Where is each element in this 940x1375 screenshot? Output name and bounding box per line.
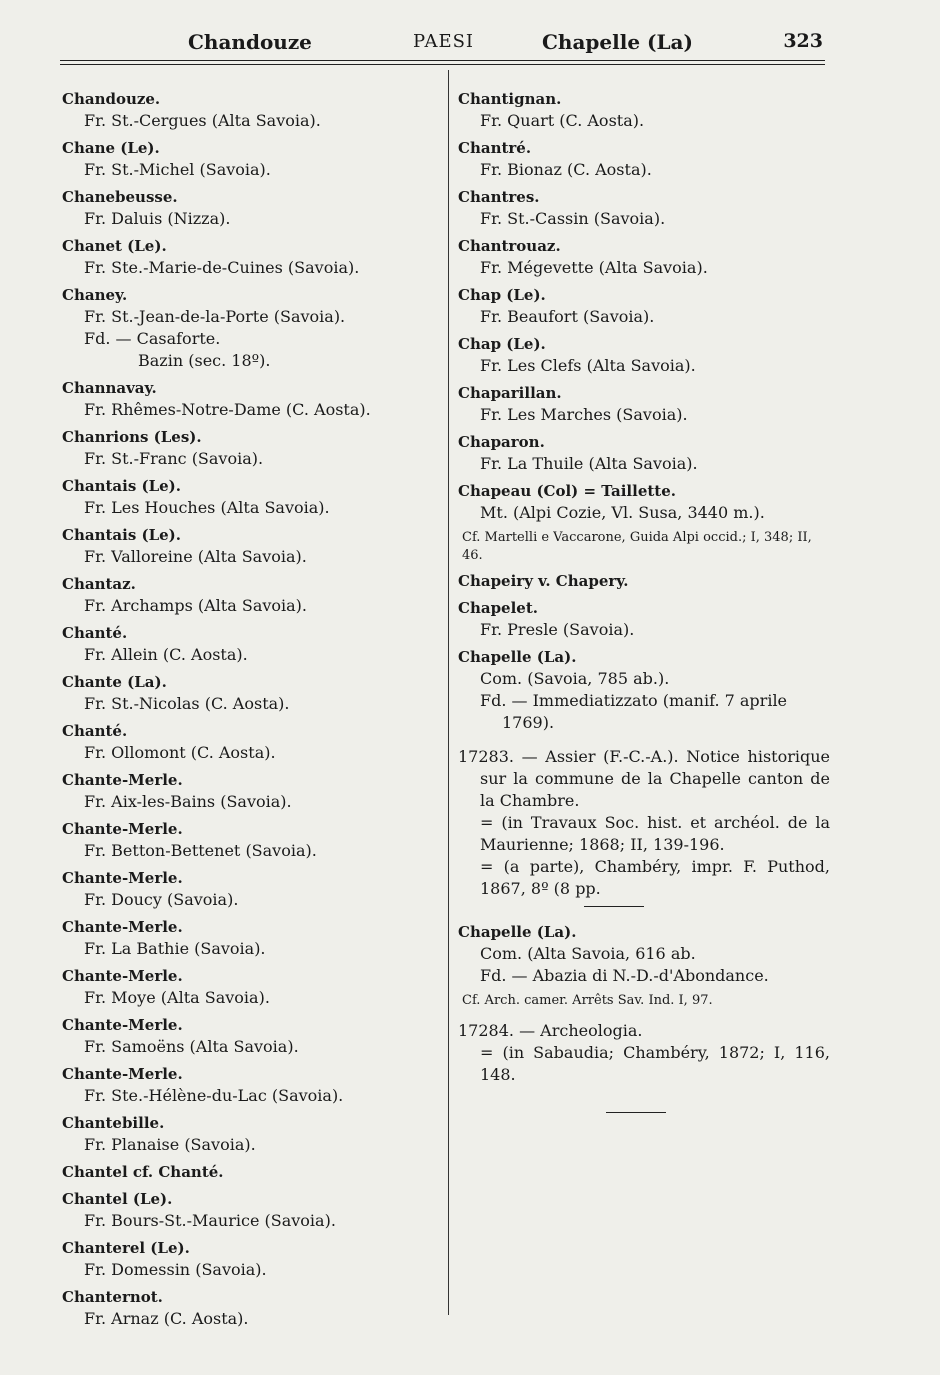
- end-separator: [606, 1112, 666, 1113]
- entry: [62, 235, 432, 279]
- note-arch: Cf. Arch. camer. Arrêts Sav. Ind. I, 97.: [462, 993, 713, 1008]
- bibliography-17283: [458, 746, 830, 900]
- entry: [62, 475, 432, 519]
- entry-line: Fr. Les Houches (Alta Savoia).: [84, 498, 330, 517]
- entry: [458, 597, 830, 641]
- entry-line: Fr. Quart (C. Aosta).: [480, 111, 645, 130]
- entry-line: Fr. Les Marches (Savoia).: [480, 405, 688, 424]
- page-header: [60, 28, 825, 58]
- section-separator: [584, 906, 644, 907]
- entry-line: Fd. — Immediatizzato (manif. 7 aprile 1769).: [480, 691, 788, 732]
- entry: [62, 1188, 432, 1232]
- entry-name: Chante-Merle.: [62, 1065, 183, 1083]
- entry-line: Fr. Valloreine (Alta Savoia).: [84, 547, 307, 566]
- entry-name: Chaparon.: [458, 433, 545, 451]
- entry-name: Chapeiry v. Chapery.: [458, 572, 629, 590]
- entry-line: Fr. Doucy (Savoia).: [84, 890, 239, 909]
- entry-line: Mt. (Alpi Cozie, Vl. Susa, 3440 m.).: [480, 503, 765, 522]
- header-rule-bottom: [60, 64, 825, 65]
- entry-name: Chante-Merle.: [62, 1016, 183, 1034]
- entry-name: Chanterel (Le).: [62, 1239, 190, 1257]
- entry: [62, 1063, 432, 1107]
- entry-name: Chantré.: [458, 139, 532, 157]
- entry-name: Chantais (Le).: [62, 477, 181, 495]
- entry-line: Fr. Beaufort (Savoia).: [480, 307, 655, 326]
- entry-name: Chante-Merle.: [62, 820, 183, 838]
- entry-line: Fr. Ste.-Hélène-du-Lac (Savoia).: [84, 1086, 344, 1105]
- entry: [458, 382, 830, 426]
- entry: [62, 524, 432, 568]
- entry: [62, 818, 432, 862]
- entry-line: Fr. Bours-St.-Maurice (Savoia).: [84, 1211, 336, 1230]
- entry-name: Channavay.: [62, 379, 157, 397]
- entry-line: Fr. Domessin (Savoia).: [84, 1260, 267, 1279]
- entry-line: Fr. Les Clefs (Alta Savoia).: [480, 356, 696, 375]
- entry-line: Fr. Betton-Bettenet (Savoia).: [84, 841, 317, 860]
- biblio-sub: = (a parte), Chambéry, impr. F. Puthod, 1867, 8º (8 pp.: [480, 857, 830, 898]
- entry-line: Fr. Presle (Savoia).: [480, 620, 635, 639]
- entry-name: Chante-Merle.: [62, 869, 183, 887]
- entry: [62, 1286, 432, 1330]
- entry-line: Fr. Mégevette (Alta Savoia).: [480, 258, 708, 277]
- entry-name: Chap (Le).: [458, 286, 546, 304]
- entry-name: Chapeau (Col) = Taillette.: [458, 482, 676, 500]
- entry-line: Fr. La Thuile (Alta Savoia).: [480, 454, 698, 473]
- entry-name: Chaney.: [62, 286, 128, 304]
- entry: [62, 284, 432, 372]
- entry-name: Chanebeusse.: [62, 188, 178, 206]
- entry: [458, 88, 830, 132]
- entry-line: Fr. Ste.-Marie-de-Cuines (Savoia).: [84, 258, 360, 277]
- entry-name: Chanté.: [62, 624, 128, 642]
- column-divider: [448, 70, 449, 1315]
- entry-name: Chapelle (La).: [458, 923, 577, 941]
- entry-name: Chantaz.: [62, 575, 136, 593]
- entry-name: Chantais (Le).: [62, 526, 181, 544]
- entry-line: Fr. St.-Cassin (Savoia).: [480, 209, 666, 228]
- entry-name: Chapelet.: [458, 599, 538, 617]
- entry: [62, 377, 432, 421]
- entry-name: Chane (Le).: [62, 139, 160, 157]
- entry-line: Fr. Aix-les-Bains (Savoia).: [84, 792, 292, 811]
- bibliography-17284: [458, 1020, 830, 1086]
- note-martelli: Cf. Martelli e Vaccarone, Guida Alpi occid.; I, 348; II, 46.: [462, 530, 812, 563]
- entry-name: Chaparillan.: [458, 384, 562, 402]
- entry-line: Fr. Samoëns (Alta Savoia).: [84, 1037, 299, 1056]
- right-running-head: Chapelle (La): [542, 30, 693, 54]
- entry-line: Fr. St.-Michel (Savoia).: [84, 160, 271, 179]
- center-running-head: PAESI: [413, 31, 475, 52]
- entry-name: Chanternot.: [62, 1288, 163, 1306]
- entry-line: Fr. Daluis (Nizza).: [84, 209, 231, 228]
- entry-line: Fr. Arnaz (C. Aosta).: [84, 1309, 249, 1328]
- entry-line: Fd. — Casaforte.: [84, 329, 221, 348]
- entry-name: Chante (La).: [62, 673, 167, 691]
- biblio-sub: = (in Travaux Soc. hist. et archéol. de la Maurienne; 1868; II, 139-196.: [480, 813, 830, 854]
- page-number: 323: [783, 30, 823, 52]
- header-rule-top: [60, 60, 825, 61]
- entry-line: Fr. St.-Franc (Savoia).: [84, 449, 264, 468]
- entry-line: Com. (Alta Savoia, 616 ab.: [480, 944, 696, 963]
- entry-name: Chanrions (Les).: [62, 428, 202, 446]
- entry: [458, 235, 830, 279]
- entry: [62, 916, 432, 960]
- entry-line: Fr. Moye (Alta Savoia).: [84, 988, 270, 1007]
- entry: [62, 1237, 432, 1281]
- entry-line: Fr. Bionaz (C. Aosta).: [480, 160, 652, 179]
- citation-note: [458, 529, 830, 565]
- entry: [62, 88, 432, 132]
- entry: [62, 769, 432, 813]
- entry-name: Chandouze.: [62, 90, 161, 108]
- entry-name: Chantrouaz.: [458, 237, 561, 255]
- entry-line: Fr. Rhêmes-Notre-Dame (C. Aosta).: [84, 400, 371, 419]
- entry-name: Chanté.: [62, 722, 128, 740]
- entry: [458, 186, 830, 230]
- left-running-head: Chandouze: [188, 30, 312, 54]
- entry: [458, 284, 830, 328]
- entry-line: Com. (Savoia, 785 ab.).: [480, 669, 670, 688]
- entry-line: Fr. St.-Cergues (Alta Savoia).: [84, 111, 321, 130]
- entry-name: Chantel cf. Chanté.: [62, 1163, 224, 1181]
- entry: [458, 480, 830, 524]
- entry-name: Chanet (Le).: [62, 237, 167, 255]
- entry-name: Chante-Merle.: [62, 771, 183, 789]
- right-column: [458, 88, 830, 1113]
- biblio-text: 17284. — Archeologia.: [458, 1021, 643, 1040]
- entry: [62, 867, 432, 911]
- entry-name: Chantebille.: [62, 1114, 165, 1132]
- entry: [62, 137, 432, 181]
- biblio-text: 17283. — Assier (F.-C.-A.). Notice historique sur la commune de la Chapelle canton de la Chambre.: [458, 747, 830, 810]
- entry: [62, 573, 432, 617]
- entry: [62, 671, 432, 715]
- entry: [62, 186, 432, 230]
- entry-line: Fr. St.-Jean-de-la-Porte (Savoia).: [84, 307, 346, 326]
- entry-name: Chante-Merle.: [62, 918, 183, 936]
- entry: [458, 431, 830, 475]
- entry-line: Bazin (sec. 18º).: [138, 351, 271, 370]
- entry-line: Fd. — Abazia di N.-D.-d'Abondance.: [480, 966, 769, 985]
- entry: [62, 720, 432, 764]
- entry: [458, 333, 830, 377]
- entry: [62, 1014, 432, 1058]
- entry: [62, 1161, 432, 1183]
- entry: [458, 921, 830, 987]
- biblio-sub: = (in Sabaudia; Chambéry, 1872; I, 116, 148.: [480, 1043, 830, 1084]
- citation-note: [458, 992, 830, 1010]
- entry-line: Fr. Ollomont (C. Aosta).: [84, 743, 276, 762]
- entry-line: Fr. Archamps (Alta Savoia).: [84, 596, 308, 615]
- entry: [62, 965, 432, 1009]
- entry-name: Chantignan.: [458, 90, 562, 108]
- entry-line: Fr. Planaise (Savoia).: [84, 1135, 256, 1154]
- entry: [458, 570, 830, 592]
- entry-line: Fr. St.-Nicolas (C. Aosta).: [84, 694, 290, 713]
- entry-name: Chantel (Le).: [62, 1190, 173, 1208]
- left-column: [62, 88, 432, 1335]
- entry: [458, 137, 830, 181]
- entry-name: Chantres.: [458, 188, 540, 206]
- entry-name: Chap (Le).: [458, 335, 546, 353]
- entry-name: Chante-Merle.: [62, 967, 183, 985]
- entry-line: Fr. Allein (C. Aosta).: [84, 645, 248, 664]
- entry-name: Chapelle (La).: [458, 648, 577, 666]
- entry: [458, 646, 830, 734]
- entry-line: Fr. La Bathie (Savoia).: [84, 939, 266, 958]
- entry: [62, 622, 432, 666]
- entry: [62, 426, 432, 470]
- entry: [62, 1112, 432, 1156]
